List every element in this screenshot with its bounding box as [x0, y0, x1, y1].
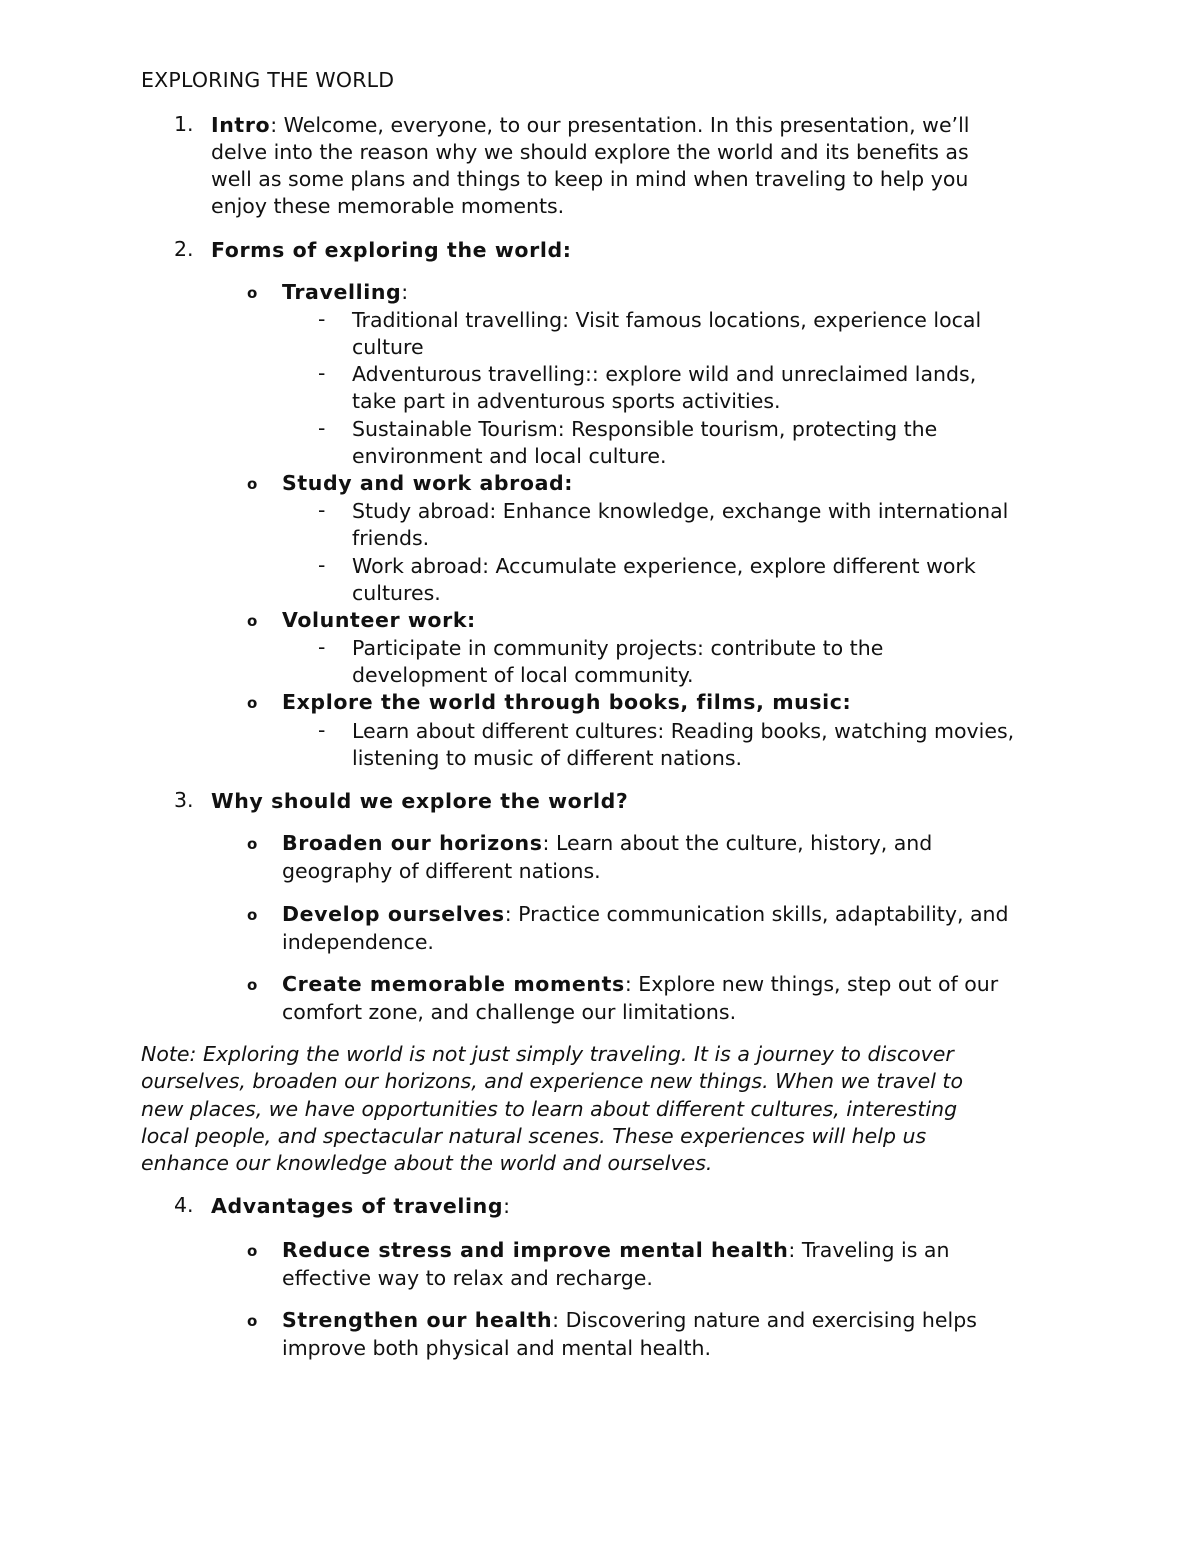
list-item: Participate in community projects: contribute to the development of local community. — [352, 636, 884, 687]
list-item: Traditional travelling: Visit famous locations, experience local culture — [352, 308, 982, 359]
dash-marker: - — [318, 307, 326, 331]
dash-marker: - — [318, 498, 326, 522]
bullet-marker: o — [247, 906, 258, 924]
section-number: 2. — [174, 237, 194, 261]
bullet-marker: o — [247, 835, 258, 853]
bullet-item: Create memorable moments: Explore new things, step out of our comfort zone, and challenge our limitations. — [282, 972, 999, 1024]
bullet-label: Volunteer work: — [282, 608, 476, 632]
section-heading: Why should we explore the world? — [211, 789, 629, 813]
section-number: 3. — [174, 788, 194, 812]
list-item: Sustainable Tourism: Responsible tourism, protecting the environment and local culture. — [352, 417, 938, 468]
section-number: 1. — [174, 112, 194, 136]
list-item: Learn about different cultures: Reading books, watching movies, listening to music of different nations. — [352, 719, 1015, 770]
section-heading: Advantages of traveling: — [211, 1194, 511, 1218]
bullet-label: Explore the world through books, films, music: — [282, 690, 852, 714]
section-intro-text: Intro: Welcome, everyone, to our presentation. In this presentation, we’ll delve into the reason why we should explore the world and its benefits as well as some plans and things to keep in mind when traveling to help you enjoy these memorable moments. — [211, 113, 970, 218]
dash-marker: - — [318, 416, 326, 440]
bullet-label: Travelling: — [282, 280, 409, 304]
dash-marker: - — [318, 361, 326, 385]
section-number: 4. — [174, 1193, 194, 1217]
bullet-marker: o — [247, 1242, 258, 1260]
bullet-item: Broaden our horizons: Learn about the culture, history, and geography of different nations. — [282, 831, 933, 883]
bullet-item: Strengthen our health: Discovering nature and exercising helps improve both physical and mental health. — [282, 1308, 977, 1360]
bullet-item: Reduce stress and improve mental health: Traveling is an effective way to relax and recharge. — [282, 1238, 950, 1290]
list-item: Adventurous travelling:: explore wild and unreclaimed lands, take part in adventurous sports activities. — [352, 362, 977, 413]
bullet-marker: o — [247, 694, 258, 712]
bullet-item: Develop ourselves: Practice communication skills, adaptability, and independence. — [282, 902, 1009, 954]
dash-marker: - — [318, 718, 326, 742]
bullet-marker: o — [247, 612, 258, 630]
note-paragraph: Note: Exploring the world is not just simply traveling. It is a journey to discover ourselves, broaden our horizons, and experience new things. When we travel to new places, we have opportunities to learn about different cultures, interesting local people, and spectacular natural scenes. These experiences will help us enhance our knowledge about the world and ourselves. — [141, 1042, 963, 1176]
bullet-marker: o — [247, 1312, 258, 1330]
dash-marker: - — [318, 553, 326, 577]
list-item: Study abroad: Enhance knowledge, exchange with international friends. — [352, 499, 1009, 550]
document-title: EXPLORING THE WORLD — [141, 68, 395, 92]
bullet-label: Study and work abroad: — [282, 471, 574, 495]
bullet-marker: o — [247, 475, 258, 493]
section-heading: Forms of exploring the world: — [211, 238, 572, 262]
bullet-marker: o — [247, 976, 258, 994]
bullet-marker: o — [247, 284, 258, 302]
section-heading: Intro — [211, 113, 271, 137]
list-item: Work abroad: Accumulate experience, explore different work cultures. — [352, 554, 976, 605]
dash-marker: - — [318, 635, 326, 659]
